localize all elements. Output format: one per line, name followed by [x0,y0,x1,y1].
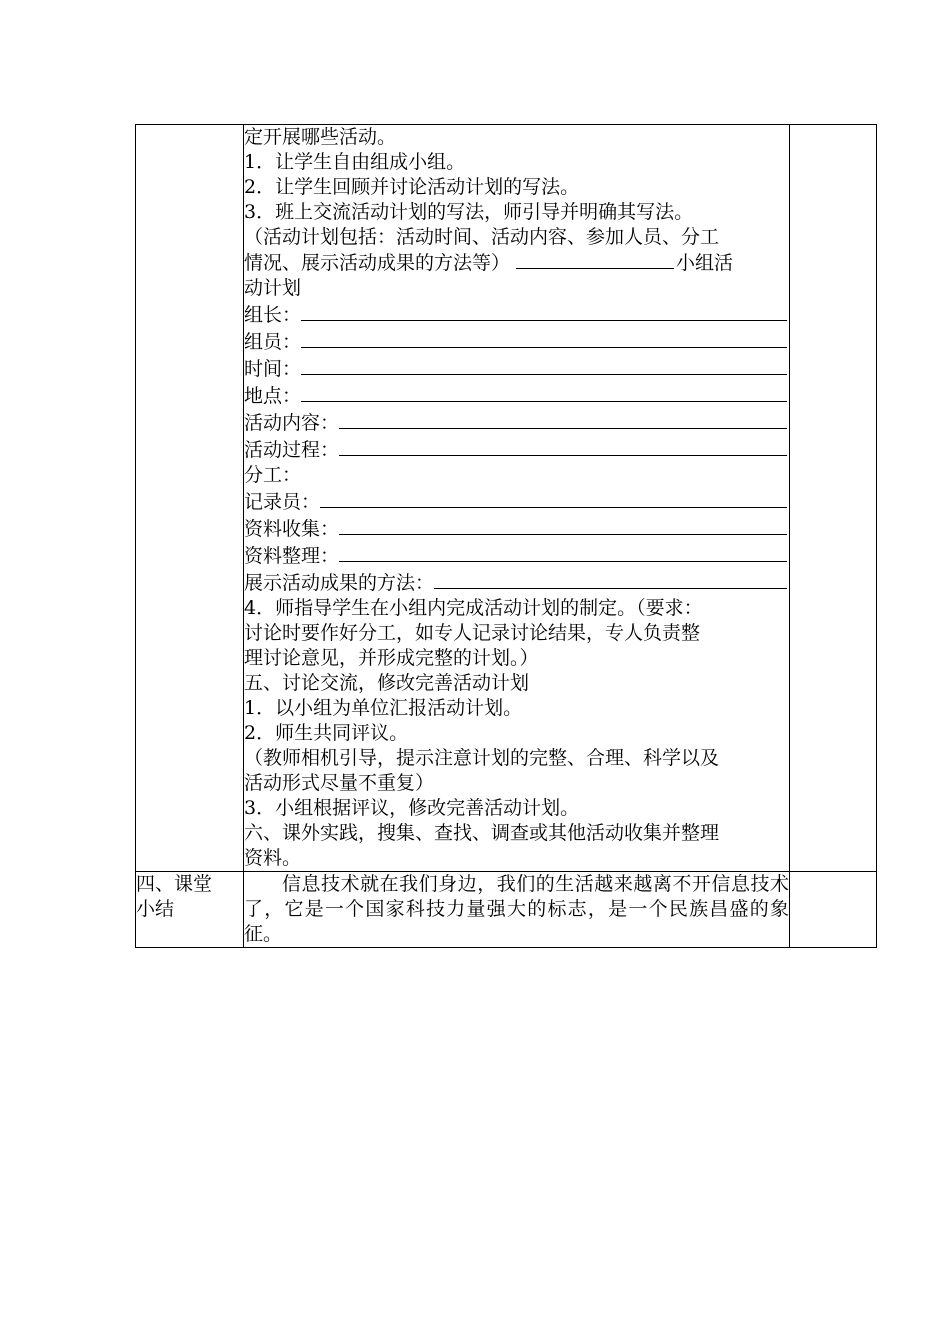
text-line: 理讨论意见，并形成完整的计划。） [244,647,539,669]
plan-title-line: 动计划 [244,277,302,299]
notes-cell [790,872,877,948]
process-field [244,436,789,463]
lesson-plan-table [135,124,877,948]
field-label: 时间： [244,358,302,380]
text-line: 2．师生共同评议。 [244,722,409,744]
field-label: 资料收集： [244,518,340,540]
section-label-cell [136,125,244,872]
field-label: 组长： [244,304,302,326]
fill-blank [434,569,787,589]
text-line: 讨论时要作好分工，如专人记录讨论结果，专人负责整 [244,622,701,644]
field-label: 活动过程： [244,439,340,461]
text-line: 资料。 [244,847,302,869]
recorder-field [244,488,789,515]
fill-blank [301,301,787,321]
text-line: 3．小组根据评议，修改完善活动计划。 [244,797,580,819]
place-field [244,382,789,409]
activity-content-cell [244,125,790,872]
division-label: 分工： [244,464,302,486]
text-line: 活动形式尽量不重复） [244,772,435,794]
field-label: 活动内容： [244,412,340,434]
notes-cell [790,125,877,872]
summary-text: 信息技术就在我们身边，我们的生活越来越离不开信息技术了，它是一个国家科技力量强大的标志，是一个民族昌盛的象征。 [244,872,790,948]
text-line: （教师相机引导，提示注意计划的完整、合理、科学以及 [244,747,720,769]
section-label-line: 小结 [136,898,175,920]
plan-intro-line [244,250,789,276]
members-field [244,328,789,355]
plan-title-suffix: 小组活 [676,252,734,274]
table-row [136,872,877,948]
fill-blank [339,409,787,429]
field-label: 记录员： [244,491,321,513]
section-label-cell [136,872,244,948]
fill-blank [339,542,787,562]
collect-field [244,515,789,542]
text-line: 1．以小组为单位汇报活动计划。 [244,697,523,719]
fill-blank [339,515,787,535]
text-line: 五、讨论交流，修改完善活动计划 [244,672,530,694]
text-line: 六、课外实践，搜集、查找、调查或其他活动收集并整理 [244,822,720,844]
field-label: 展示活动成果的方法： [244,572,435,594]
organize-field [244,542,789,569]
content-field [244,409,789,436]
field-label: 地点： [244,385,302,407]
table-row [136,125,877,872]
text-line: 1．让学生自由组成小组。 [244,151,466,173]
fill-blank [320,488,787,508]
leader-field [244,301,789,328]
text-line: 情况、展示活动成果的方法等） [244,252,511,274]
show-method-field [244,569,789,596]
fill-blank [301,355,787,375]
group-name-blank [516,250,674,269]
text-line: 2．让学生回顾并讨论活动计划的写法。 [244,176,580,198]
section-label-line: 四、课堂 [136,873,213,895]
text-line: 4．师指导学生在小组内完成活动计划的制定。（要求： [244,597,703,619]
fill-blank [301,382,787,402]
text-line: 定开展哪些活动。 [244,126,397,148]
field-label: 资料整理： [244,545,340,567]
text-line: 3．班上交流活动计划的写法，师引导并明确其写法。 [244,201,694,223]
fill-blank [301,328,787,348]
time-field [244,355,789,382]
fill-blank [339,436,787,456]
text-line: （活动计划包括：活动时间、活动内容、参加人员、分工 [244,226,720,248]
field-label: 组员： [244,331,302,353]
